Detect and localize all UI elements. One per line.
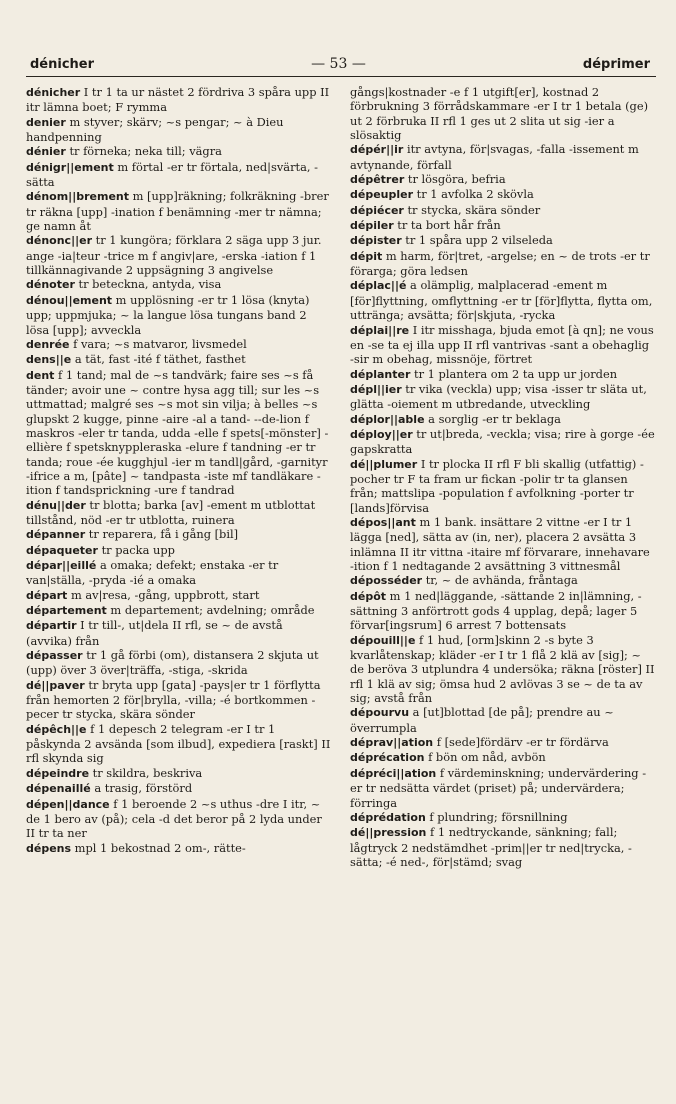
dictionary-entry [26, 618, 332, 648]
dictionary-entry [350, 142, 656, 172]
entry-definition: f 1 tand; mal de ~s tandvärk; faire ses ~s få tänder; avoir une ~ contre hysa agg till; sur les ~s uttmattad; malgré ses ~s mot sin vilja; à belles ~s glupskt 2 kugge, pinne -aire -al a tand- --de-lion f maskros -eler tr tanda, udda -elle f spets[-mönster] -ellière f spetsknyppleraska -elure f tandning -er tr tanda; roue -ée kugghjul -ier m tandl|gård, -garnityr -ifrice a m, [pâte] ~ tandpasta -iste mf tandläkare -ition f tandsprickning -ure f tandrad [26, 367, 329, 498]
dictionary-entry [350, 705, 656, 735]
entry-definition: f bön om nåd, avbön [424, 750, 546, 765]
entry-headword: déposséder [350, 574, 423, 588]
entry-definition: tr packa upp [97, 542, 175, 557]
entry-headword: dépiler [350, 219, 394, 233]
dictionary-entry [350, 427, 656, 457]
entry-headword: déprécation [350, 751, 425, 765]
running-header [26, 56, 656, 77]
dictionary-entry [350, 187, 656, 202]
entry-headword: dé||paver [26, 678, 85, 692]
dictionary-entry [350, 735, 656, 750]
entry-headword: déplanter [350, 367, 411, 381]
entry-definition: tr reparera, få i gång [bil] [85, 527, 239, 542]
dictionary-entry [26, 797, 332, 841]
entry-headword: dépeupler [350, 188, 414, 202]
entry-definition: I tr plocka II rfl F bli skallig (utfattig) -pocher tr F ta fram ur fickan -polir tr ta glansen från; mattslipa -population f avfolkning -porter tr [lands]förvisa [350, 456, 644, 515]
dictionary-entry [26, 722, 332, 766]
entry-definition: m upplösning -er tr 1 lösa (knyta) upp; uppmjuka; ~ la langue lösa tungans band 2 lösa [upp]; avveckla [26, 292, 310, 337]
dictionary-entry [350, 367, 656, 382]
entry-headword: dénicher [26, 86, 81, 99]
entry-definition: m förtal -er tr förtala, ned|svärta, -sätta [26, 159, 318, 190]
entry-headword: déplai||re [350, 323, 410, 337]
dictionary-entry [26, 337, 332, 352]
dictionary-entry [26, 603, 332, 618]
entry-definition: tr 1 gå förbi (om), distansera 2 skjuta ut (upp) över 3 över|träffa, -stiga, -skrida [26, 648, 319, 678]
entry-headword: dépanner [26, 528, 86, 542]
page-number: — 53 — [311, 56, 366, 72]
entry-definition: tr förneka; neka till; vägra [65, 144, 222, 159]
entry-definition: f 1 hud, [orm]skinn 2 -s byte 3 kvarlåtenskap; kläder -er I tr 1 flå 2 klä av [sig]; ~ de beröva 3 utplundra 4 undersöka; räkna [röster] II rfl 1 klä av sig; ömsa hud 2 avlövas 3 se ~ de ta av sig; avstå från [350, 632, 655, 706]
entry-headword: dent [26, 368, 55, 382]
entry-headword: dépêch||e [26, 722, 87, 736]
entry-definition: I tr 1 ta ur nästet 2 fördriva 3 spåra upp II itr lämna boet; F rymma [26, 85, 330, 115]
dictionary-entry [350, 323, 656, 367]
dictionary-entry [26, 115, 332, 145]
dictionary-entry [350, 633, 656, 706]
dictionary-entry [26, 781, 332, 796]
dictionary-entry [350, 203, 656, 218]
entry-headword: déprédation [350, 810, 426, 824]
dictionary-entry [26, 85, 332, 115]
entry-definition: f 1 nedtryckande, sänkning; fall; lågtryck 2 nedstämdhet -prim||er tr ned|trycka, -sätta; -é ned-, för|stämd; svag [350, 825, 632, 869]
entry-definition: m 1 bank. insättare 2 vittne -er I tr 1 lägga [ned], sätta av (in, ner), placera 2 avsätta 3 inlämna II itr vittna -itaire mf förvarare, innehavare -ition f 1 nedtagande 2 avsättning 3 vittnesmål [350, 514, 650, 573]
entry-headword: dépasser [26, 649, 83, 663]
entry-definition: I itr misshaga, bjuda emot [à qn]; ne vous en -se ta ej illa upp II rfl vantrivas -sant a obehaglig -sir m obehag, missnöje, förtret [350, 322, 654, 367]
dictionary-entry [26, 841, 332, 856]
dictionary-entry [350, 218, 656, 233]
entry-headword: dénonc||er [26, 234, 92, 248]
entry-definition: m 1 ned|läggande, -sättande 2 in|lämning, -sättning 3 anförtrott gods 4 upplag, depå; lager 5 förvar[ingsrum] 6 arrest 7 bottensats [350, 588, 642, 633]
entry-headword: dépen||dance [26, 797, 110, 811]
entry-headword: dénu||der [26, 498, 86, 512]
entry-definition: tr, ~ de avhända, fråntaga [422, 573, 578, 588]
entry-definition: a trasig, förstörd [90, 781, 193, 796]
entry-headword: dépeindre [26, 766, 90, 780]
entry-definition: a olämplig, malplacerad -ement m [för]flyttning, omflyttning -er tr [för]flytta, flytta om, uttränga; avsätta; för|skjuta, -rycka [350, 278, 653, 323]
dictionary-entry [350, 278, 656, 322]
entry-definition: tr 1 spåra upp 2 vilseleda [401, 233, 553, 248]
entry-definition: f 1 beroende 2 ~s uthus -dre I itr, ~ de 1 bero av (på); cela -d det beror på 2 lyda under II tr ta ner [26, 796, 322, 841]
dictionary-entry [350, 573, 656, 588]
entry-headword: dépêtrer [350, 173, 405, 187]
dictionary-entry [26, 766, 332, 781]
entry-definition: tr 1 plantera om 2 ta upp ur jorden [410, 366, 618, 381]
dictionary-entry [26, 293, 332, 337]
entry-definition: m styver; skärv; ~s pengar; ~ à Dieu handpenning [26, 114, 284, 145]
entry-definition: tr 1 kungöra; förklara 2 säga upp 3 jur. ange -ia|teur -trice m f angiv|are, -erska -iation f 1 tillkännagivande 2 uppsägning 3 angivelse [26, 233, 322, 278]
entry-headword: dens||e [26, 353, 72, 367]
dictionary-entry [26, 588, 332, 603]
dictionary-entry [350, 412, 656, 427]
entry-definition: m departement; avdelning; område [106, 603, 315, 618]
entry-headword: denier [26, 115, 66, 129]
entry-headword: déplor||able [350, 412, 425, 426]
entry-headword: départir [26, 619, 77, 633]
dictionary-entry [26, 678, 332, 722]
entry-definition: m [upp]räkning; folkräkning -brer tr räkna [upp] -ination f benämning -mer tr nämna; ge namn åt [26, 189, 329, 234]
dictionary-entry [26, 189, 332, 233]
entry-headword: dénom||brement [26, 190, 129, 204]
dictionary-entry [26, 352, 332, 367]
entry-headword: dépréci||ation [350, 766, 437, 780]
entry-headword: dépens [26, 841, 72, 855]
dictionary-entry [26, 498, 332, 528]
entry-definition: itr avtyna, för|svagas, -falla -issement m avtynande, förfall [350, 142, 639, 172]
dictionary-entry [350, 515, 656, 573]
dictionary-entry [26, 160, 332, 190]
entry-definition: a [ut]blottad [de på]; prendre au ~ överrumpla [350, 705, 614, 735]
entry-headword: déprav||ation [350, 736, 434, 750]
header-first-word: dénicher [30, 57, 95, 72]
dictionary-entry [350, 85, 656, 142]
entry-headword: dépouill||e [350, 633, 416, 647]
dictionary-entry [26, 144, 332, 159]
entry-headword: dépiécer [350, 203, 404, 217]
columns [26, 85, 656, 869]
dictionary-entry [350, 766, 656, 810]
entry-definition: I tr till-, ut|dela II rfl, se ~ de avstå (avvika) från [26, 618, 283, 648]
left-column [26, 85, 332, 869]
dictionary-entry [350, 825, 656, 869]
header-last-word: déprimer [582, 57, 650, 72]
entry-definition: a tät, fast -ité f täthet, fasthet [71, 352, 246, 367]
entry-definition: a omaka; defekt; enstaka -er tr van|ställa, -pryda -ié a omaka [26, 558, 279, 588]
right-column [350, 85, 656, 869]
entry-definition: mpl 1 bekostnad 2 om-, rätte- [71, 840, 246, 855]
entry-definition: m harm, för|tret, -argelse; en ~ de trots -er tr förarga; göra ledsen [350, 248, 650, 279]
entry-definition: tr blotta; barka [av] -ement m utblottat tillstånd, nöd -er tr utblotta, ruinera [26, 497, 316, 527]
entry-headword: dé||plumer [350, 457, 418, 471]
entry-headword: dépourvu [350, 706, 410, 720]
entry-definition: m av|resa, -gång, uppbrott, start [67, 587, 260, 602]
dictionary-entry [350, 233, 656, 248]
dictionary-entry [26, 543, 332, 558]
entry-definition: gångs|kostnader -e f 1 utgift[er], kostnad 2 förbrukning 3 förrådskammare -er I tr 1 betala (ge) ut 2 förbruka II rfl 1 ges ut 2 slita ut sig -ier a slösaktig [350, 85, 649, 143]
entry-headword: dénoter [26, 278, 75, 292]
entry-headword: dépenaillé [26, 782, 91, 796]
entry-definition: tr ta bort hår från [393, 218, 501, 233]
entry-headword: dépér||ir [350, 143, 404, 157]
dictionary-entry [26, 648, 332, 678]
entry-definition: tr bryta upp [gata] -pays|er tr 1 förflytta från hemorten 2 för|brylla, -villa; -é bortkommen -pecer tr stycka, skära sönder [26, 677, 321, 722]
entry-definition: tr 1 avfolka 2 skövla [413, 187, 534, 202]
entry-definition: f [sede]fördärv -er tr fördärva [433, 735, 609, 750]
dictionary-entry [26, 233, 332, 277]
entry-headword: dépaqueter [26, 543, 98, 557]
dictionary-entry [26, 368, 332, 498]
entry-headword: départ [26, 588, 68, 602]
dictionary-entry [350, 457, 656, 515]
entry-definition: tr lösgöra, befria [404, 172, 506, 187]
entry-headword: dépit [350, 249, 383, 263]
entry-definition: a sorglig -er tr beklaga [424, 411, 561, 426]
entry-headword: dépar||eillé [26, 559, 97, 572]
dictionary-entry [26, 558, 332, 588]
entry-definition: f vara; ~s matvaror, livsmedel [69, 336, 247, 351]
entry-headword: dénou||ement [26, 293, 113, 307]
entry-headword: dénigr||ement [26, 160, 114, 174]
entry-definition: tr ut|breda, -veckla; visa; rire à gorge -ée gapskratta [350, 426, 655, 457]
entry-headword: dépos||ant [350, 515, 416, 529]
entry-definition: f plundring; försnillning [425, 809, 568, 824]
entry-headword: déploy||er [350, 427, 413, 441]
dictionary-entry [26, 277, 332, 292]
entry-definition: tr vika (veckla) upp; visa -isser tr släta ut, glätta -oiement m utbredande, utveckling [350, 381, 647, 412]
entry-headword: dépôt [350, 589, 387, 603]
entry-definition: tr beteckna, antyda, visa [74, 277, 222, 292]
dictionary-entry [350, 810, 656, 825]
entry-headword: dénier [26, 145, 66, 159]
entry-definition: tr skildra, beskriva [89, 765, 203, 780]
dictionary-entry [350, 172, 656, 187]
entry-headword: dépister [350, 234, 402, 248]
dictionary-entry [26, 527, 332, 542]
dictionary-entry [350, 589, 656, 633]
entry-headword: dépl||ier [350, 382, 402, 396]
dictionary-entry [350, 249, 656, 279]
entry-definition: tr stycka, skära sönder [403, 202, 541, 217]
entry-headword: denrée [26, 337, 70, 351]
dictionary-entry [350, 382, 656, 412]
entry-headword: département [26, 604, 107, 618]
entry-headword: dé||pression [350, 826, 427, 840]
entry-headword: déplac||é [350, 279, 407, 293]
entry-definition: f 1 depesch 2 telegram -er I tr 1 påskynda 2 avsända [som ilbud], expediera [raskt] II rfl skynda sig [26, 721, 331, 766]
entry-definition: f värdeminskning; undervärdering -er tr nedsätta värdet (priset) på; undervärdera; förringa [350, 765, 647, 810]
dictionary-entry [350, 750, 656, 765]
